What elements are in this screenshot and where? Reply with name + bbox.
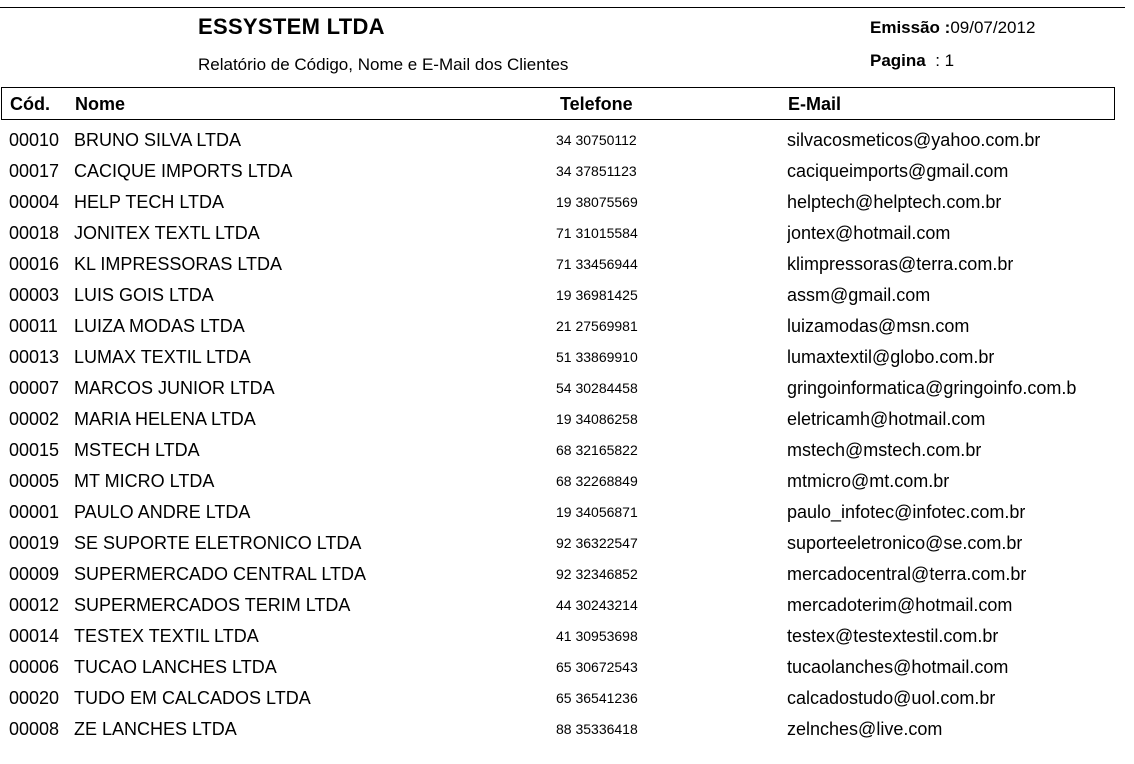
client-email: gringoinformatica@gringoinfo.com.b (787, 378, 1077, 398)
client-code: 00003 (9, 285, 60, 305)
client-phone: 92 32346852 (556, 566, 638, 582)
client-name: JONITEX TEXTL LTDA (74, 223, 260, 243)
client-name: MARCOS JUNIOR LTDA (74, 378, 275, 398)
client-code: 00004 (9, 192, 60, 212)
table-row (0, 560, 1134, 591)
table-row (0, 529, 1134, 560)
client-phone: 41 30953698 (556, 628, 638, 644)
table-row (0, 281, 1134, 312)
client-code: 00019 (9, 533, 60, 553)
client-email: mstech@mstech.com.br (787, 440, 982, 460)
client-name: TUCAO LANCHES LTDA (74, 657, 277, 677)
client-name: LUMAX TEXTIL LTDA (74, 347, 251, 367)
table-row (0, 250, 1134, 281)
page-number: 1 (944, 51, 955, 70)
client-email: assm@gmail.com (787, 285, 931, 305)
client-email: suporteeletronico@se.com.br (787, 533, 1023, 553)
table-row (0, 498, 1134, 529)
client-code: 00020 (9, 688, 60, 708)
client-name: HELP TECH LTDA (74, 192, 225, 212)
table-row (0, 157, 1134, 188)
client-phone: 71 31015584 (556, 225, 638, 241)
client-email: mercadoterim@hotmail.com (787, 595, 1013, 615)
client-code: 00012 (9, 595, 60, 615)
client-name: MSTECH LTDA (74, 440, 200, 460)
client-name: MARIA HELENA LTDA (74, 409, 256, 429)
report-subtitle: Relatório de Código, Nome e E-Mail dos Clientes (198, 55, 569, 74)
client-email: caciqueimports@gmail.com (787, 161, 1009, 181)
client-phone: 51 33869910 (556, 349, 638, 365)
emission-label: Emissão : (870, 18, 951, 37)
client-email: silvacosmeticos@yahoo.com.br (787, 130, 1041, 150)
table-row (0, 622, 1134, 653)
table-row (0, 591, 1134, 622)
client-name: ZE LANCHES LTDA (74, 719, 237, 739)
column-header-name: Nome (75, 94, 126, 114)
client-email: testex@testextestil.com.br (787, 626, 999, 646)
table-row (0, 312, 1134, 343)
column-header-email: E-Mail (788, 94, 842, 114)
table-row (0, 653, 1134, 684)
client-code: 00017 (9, 161, 60, 181)
client-code: 00001 (9, 502, 60, 522)
client-phone: 19 36981425 (556, 287, 638, 303)
client-email: mtmicro@mt.com.br (787, 471, 950, 491)
client-code: 00006 (9, 657, 60, 677)
client-phone: 54 30284458 (556, 380, 638, 396)
client-code: 00007 (9, 378, 60, 398)
page-label: Pagina (870, 51, 926, 70)
client-code: 00008 (9, 719, 60, 739)
column-header-code: Cód. (10, 94, 50, 114)
client-code: 00010 (9, 130, 60, 150)
table-header (1, 87, 1115, 120)
client-phone: 88 35336418 (556, 721, 638, 737)
client-email: eletricamh@hotmail.com (787, 409, 986, 429)
table-row (0, 467, 1134, 498)
emission-date: 09/07/2012 (950, 18, 1036, 37)
client-email: zelnches@live.com (787, 719, 943, 739)
client-email: paulo_infotec@infotec.com.br (787, 502, 1026, 522)
client-name: KL IMPRESSORAS LTDA (74, 254, 283, 274)
client-code: 00013 (9, 347, 60, 367)
table-row (0, 715, 1134, 746)
table-row (0, 343, 1134, 374)
emission-info (870, 18, 1035, 38)
client-phone: 68 32165822 (556, 442, 638, 458)
client-name: PAULO ANDRE LTDA (74, 502, 251, 522)
client-code: 00016 (9, 254, 60, 274)
table-row (0, 684, 1134, 715)
client-name: MT MICRO LTDA (74, 471, 215, 491)
client-email: luizamodas@msn.com (787, 316, 970, 336)
client-phone: 34 30750112 (556, 132, 637, 148)
client-phone: 92 36322547 (556, 535, 638, 551)
client-name: LUIZA MODAS LTDA (74, 316, 245, 336)
table-row (0, 374, 1134, 405)
client-name: LUIS GOIS LTDA (74, 285, 214, 305)
client-phone: 71 33456944 (556, 256, 638, 272)
client-name: SUPERMERCADOS TERIM LTDA (74, 595, 351, 615)
client-phone: 19 34056871 (556, 504, 638, 520)
client-email: jontex@hotmail.com (787, 223, 951, 243)
client-code: 00018 (9, 223, 60, 243)
table-row (0, 126, 1134, 157)
table-row (0, 188, 1134, 219)
client-phone: 44 30243214 (556, 597, 638, 613)
table-row (0, 405, 1134, 436)
client-phone: 65 30672543 (556, 659, 638, 675)
client-name: BRUNO SILVA LTDA (74, 130, 242, 150)
table-row (0, 219, 1134, 250)
client-name: SE SUPORTE ELETRONICO LTDA (74, 533, 362, 553)
page-info (870, 51, 954, 71)
client-code: 00011 (9, 316, 58, 336)
client-email: klimpressoras@terra.com.br (787, 254, 1014, 274)
client-phone: 19 38075569 (556, 194, 638, 210)
table-row (0, 436, 1134, 467)
client-email: helptech@helptech.com.br (787, 192, 1002, 212)
client-phone: 34 37851123 (556, 163, 637, 179)
client-email: lumaxtextil@globo.com.br (787, 347, 995, 367)
client-name: TUDO EM CALCADOS LTDA (74, 688, 311, 708)
client-email: tucaolanches@hotmail.com (787, 657, 1009, 677)
client-phone: 65 36541236 (556, 690, 638, 706)
client-name: CACIQUE IMPORTS LTDA (74, 161, 293, 181)
column-header-phone: Telefone (560, 94, 633, 114)
client-list (0, 126, 1134, 746)
client-phone: 21 27569981 (556, 318, 638, 334)
client-name: TESTEX TEXTIL LTDA (74, 626, 259, 646)
page-separator: : (935, 51, 940, 70)
top-divider (0, 7, 1125, 8)
client-code: 00015 (9, 440, 60, 460)
client-email: mercadocentral@terra.com.br (787, 564, 1027, 584)
client-code: 00009 (9, 564, 60, 584)
client-phone: 68 32268849 (556, 473, 638, 489)
client-code: 00002 (9, 409, 60, 429)
client-name: SUPERMERCADO CENTRAL LTDA (74, 564, 367, 584)
client-email: calcadostudo@uol.com.br (787, 688, 996, 708)
client-code: 00005 (9, 471, 60, 491)
client-code: 00014 (9, 626, 60, 646)
client-phone: 19 34086258 (556, 411, 638, 427)
company-name: ESSYSTEM LTDA (198, 14, 385, 39)
